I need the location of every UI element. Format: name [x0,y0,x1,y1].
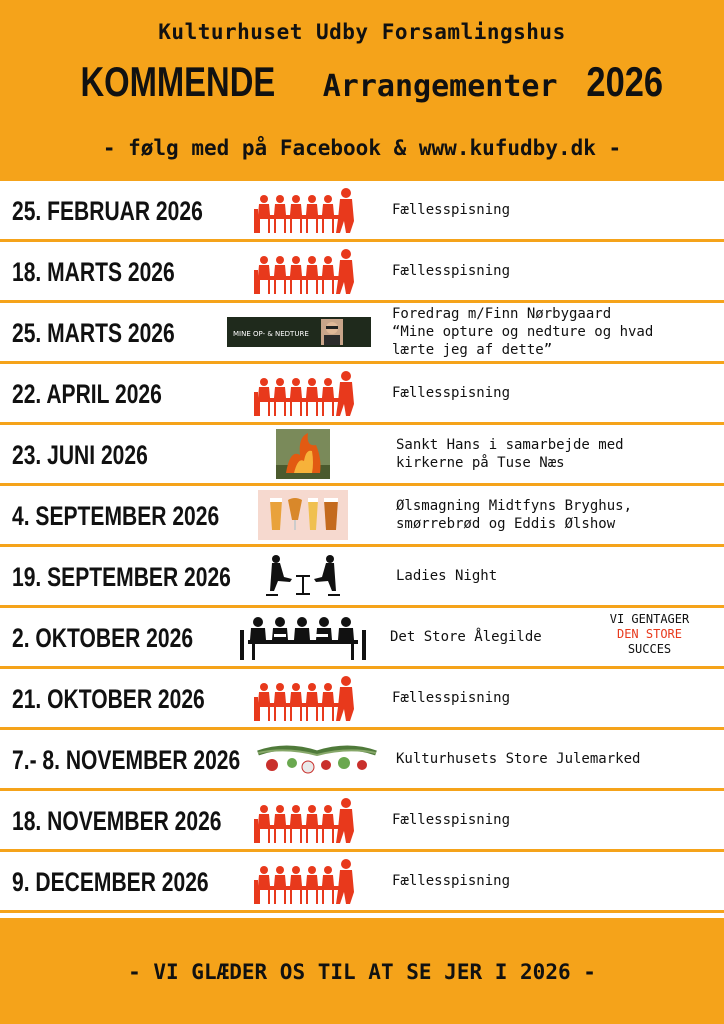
page-headline [0,58,724,106]
event-description [392,303,653,361]
tagline: - følg med på Facebook & www.kufudby.dk - [102,136,622,160]
event-description [390,608,542,666]
event-date: 25. FEBRUAR 2026 [12,196,203,226]
event-description [392,852,510,910]
event-description [392,242,510,300]
banner-text: MINE OP- & NEDTURE [233,330,309,338]
banquet-silhouette [238,612,368,662]
dining-group-icon [250,673,360,723]
description-line: Fællesspisning [392,812,511,828]
beer-glasses-photo [258,490,348,540]
event-description [396,730,640,788]
description-line: Foredrag m/Finn Nørbygaard [392,306,612,322]
footer-message: - VI GLÆDER OS TIL AT SE JER I 2026 - [128,960,596,984]
event-row [0,791,724,852]
description-line: Fællesspisning [392,873,511,889]
event-date: 19. SEPTEMBER 2026 [12,562,231,592]
dining-group-icon [250,856,360,906]
description-line: Fællesspisning [392,202,511,218]
event-row [0,608,724,669]
event-date: 4. SEPTEMBER 2026 [12,501,220,531]
event-description [392,669,510,727]
event-row [0,303,724,364]
event-date: 25. MARTS 2026 [12,318,175,348]
ladies-silhouette [258,551,348,601]
description-line: smørrebrød og Eddis Ølshow [396,516,616,532]
headline-arrangementer: Arrangementer [322,69,558,104]
event-row [0,242,724,303]
event-row [0,178,724,242]
event-date: 23. JUNI 2026 [12,440,148,470]
badge-line: VI GENTAGER [609,612,690,626]
event-row [0,486,724,547]
event-row [0,364,724,425]
event-description [396,425,624,483]
description-line: lærte jeg af dette” [392,342,553,358]
repeat-success-badge [592,612,707,657]
badge-line: DEN STORE [616,627,683,641]
description-line: Fællesspisning [392,690,511,706]
dining-group-icon [250,185,360,235]
description-line: Det Store Ålegilde [390,629,542,645]
description-line: Ølsmagning Midtfyns Bryghus, [396,498,633,514]
event-description [396,547,497,605]
event-date: 18. NOVEMBER 2026 [12,806,222,836]
event-date: 21. OKTOBER 2026 [12,684,205,714]
dining-group-icon [250,246,360,296]
description-line: Kulturhusets Store Julemarked [396,751,641,767]
event-row [0,669,724,730]
dining-group-icon [250,795,360,845]
event-description [396,486,632,544]
description-line: kirkerne på Tuse Næs [396,455,565,471]
event-description [392,364,510,422]
description-line: Fællesspisning [392,263,511,279]
event-date: 22. APRIL 2026 [12,379,162,409]
event-date: 2. OKTOBER 2026 [12,623,194,653]
bonfire-photo [276,429,330,479]
venue-title: Kulturhuset Udby Forsamlingshus [158,20,566,44]
description-line: Sankt Hans i samarbejde med [396,437,624,453]
event-row [0,852,724,913]
event-row [0,425,724,486]
event-list [0,178,724,913]
lecture-banner [227,307,371,357]
header-banner [0,0,724,178]
event-row [0,547,724,608]
description-line: “Mine opture og nedture og hvad [392,324,654,340]
description-line: Ladies Night [396,568,498,584]
badge-line: SUCCES [627,642,672,656]
headline-year: 2026 [585,58,663,105]
event-date: 7.- 8. NOVEMBER 2026 [12,745,241,775]
description-line: Fællesspisning [392,385,511,401]
event-date: 18. MARTS 2026 [12,257,175,287]
headline-kommende: KOMMENDE [80,58,276,105]
event-row [0,730,724,791]
christmas-garland [256,734,378,784]
event-description [392,181,510,239]
event-description [392,791,510,849]
event-date: 9. DECEMBER 2026 [12,867,209,897]
dining-group-icon [250,368,360,418]
footer-banner [0,918,724,1024]
